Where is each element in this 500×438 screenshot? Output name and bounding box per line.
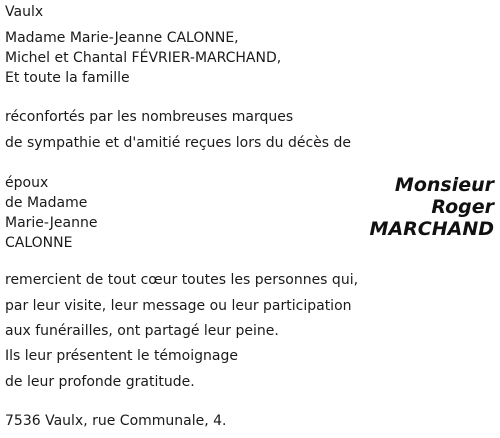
spouse-line-2: de Madame	[5, 195, 88, 211]
address-line: 7536 Vaulx, rue Communale, 4.	[5, 413, 227, 429]
spouse-line-1: époux	[5, 175, 49, 191]
thanks-line-2: par leur visite, leur message ou leur participation	[5, 298, 352, 314]
deceased-title: Monsieur	[394, 174, 494, 196]
deceased-first-name: Roger	[431, 196, 494, 218]
family-line-3: Et toute la famille	[5, 70, 130, 86]
deceased-name-block	[370, 174, 494, 240]
thanks-line-4: Ils leur présentent le témoignage	[5, 348, 238, 364]
family-line-2: Michel et Chantal FÉVRIER-MARCHAND,	[5, 50, 282, 66]
family-line-1: Madame Marie-Jeanne CALONNE,	[5, 30, 239, 46]
deceased-last-name: MARCHAND	[369, 218, 494, 240]
intro-line-1: réconfortés par les nombreuses marques	[5, 109, 294, 125]
spouse-line-3: Marie-Jeanne	[5, 215, 98, 231]
place-heading: Vaulx	[5, 4, 44, 20]
spouse-line-4: CALONNE	[5, 235, 73, 251]
thanks-line-5: de leur profonde gratitude.	[5, 374, 195, 390]
thanks-line-1: remercient de tout cœur toutes les personnes qui,	[5, 272, 359, 288]
intro-line-2: de sympathie et d'amitié reçues lors du décès de	[5, 135, 351, 151]
thanks-line-3: aux funérailles, ont partagé leur peine.	[5, 323, 279, 339]
